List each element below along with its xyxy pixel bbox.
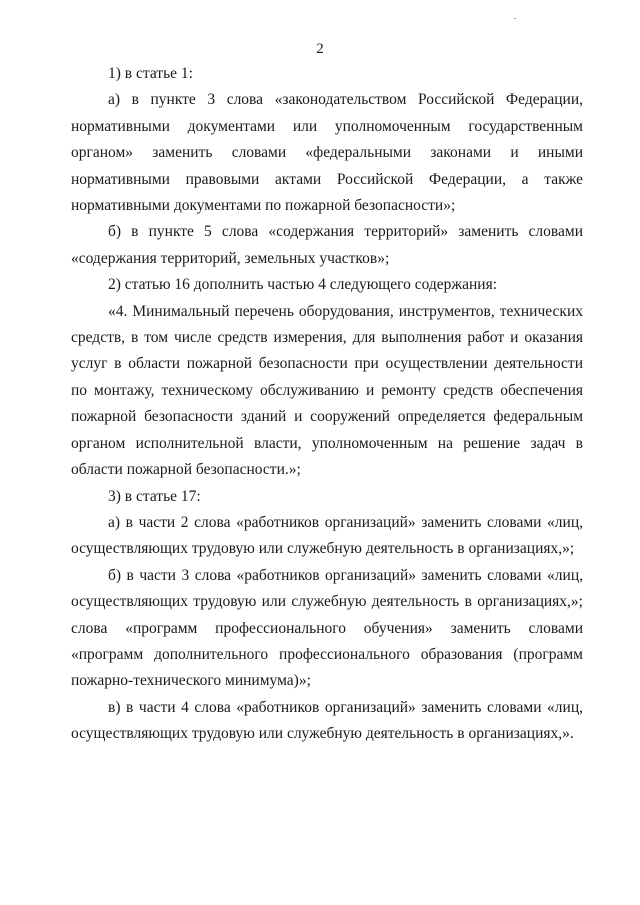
paragraph-article-17-item-c: в) в части 4 слова «работников организаций» заменить словами «лиц, осуществляющих трудовую или служебную деятельность в организациях,».: [71, 698, 583, 743]
paragraph-article-1-item-b: б) в пункте 5 слова «содержания территорий» заменить словами «содержания территорий, земельных участков»;: [71, 223, 583, 267]
scan-speck: [514, 18, 516, 19]
paragraph-article-1-item-a: а) в пункте 3 слова «законодательством Российской Федерации, нормативными документами или уполномоченным государственным органом» заменить словами «федеральными законами и иными нормативными правовыми актами Российской Федерации, а также нормативными документами по пожарной безопасности»;: [71, 91, 583, 215]
paragraph-article-17-item-b: б) в части 3 слова «работников организаций» заменить словами «лиц, осуществляющих трудовую или служебную деятельность в организациях,»; слова «программ профессионального обучения» заменить словами «программ дополнительного профессионального образования (программ пожарно-технического минимума)»;: [71, 566, 583, 690]
page-number: 2: [316, 41, 324, 57]
document-body: [71, 61, 583, 748]
paragraph-article-17-item-a: а) в части 2 слова «работников организаций» заменить словами «лиц, осуществляющих трудовую или служебную деятельность в организациях,»;: [71, 513, 583, 558]
paragraph-article-16-part-4: «4. Минимальный перечень оборудования, инструментов, технических средств, в том числе средств измерения, для выполнения работ и оказания услуг в области пожарной безопасности при осуществлении деятельности по монтажу, техническому обслуживанию и ремонту средств обеспечения пожарной безопасности зданий и сооружений определяется федеральным органом исполнительной власти, уполномоченным на решение задач в области пожарной безопасности.»;: [71, 302, 583, 479]
paragraph-article-16: 2) статью 16 дополнить частью 4 следующего содержания:: [108, 276, 498, 294]
paragraph-article-17: 3) в статье 17:: [108, 487, 201, 505]
paragraph-article-1: 1) в статье 1:: [108, 65, 193, 82]
